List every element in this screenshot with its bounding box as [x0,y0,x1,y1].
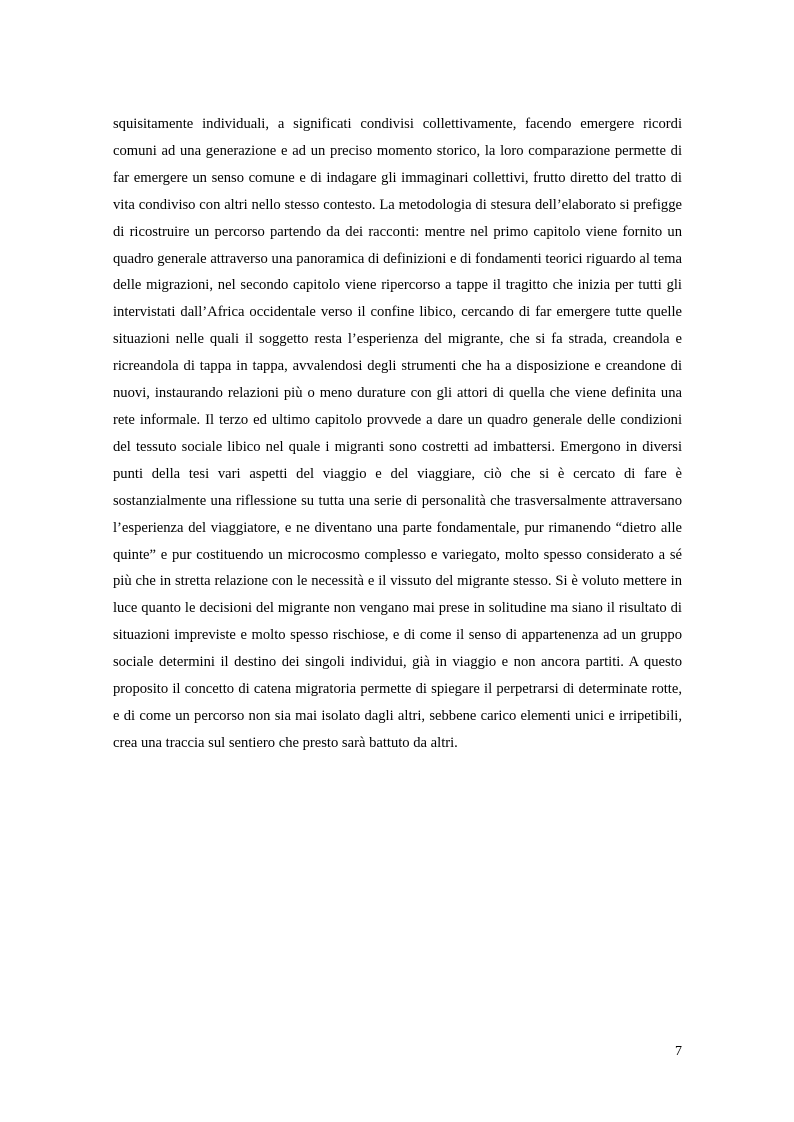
page-number: 7 [675,1044,682,1059]
body-paragraph: squisitamente individuali, a significati condivisi collettivamente, facendo emergere ricordi comuni ad una generazione e ad un preciso momento storico, la loro comparazione permette di far emergere un senso comune e di indagare gli immaginari collettivi, frutto diretto del tratto di vita condiviso con altri nello stesso contesto. La metodologia di stesura dell’elaborato si prefigge di ricostruire un percorso partendo da dei racconti: mentre nel primo capitolo viene fornito un quadro generale attraverso una panoramica di definizioni e di fondamenti teorici riguardo al tema delle migrazioni, nel secondo capitolo viene ripercorso a tappe il tragitto che inizia per tutti gli intervistati dall’Africa occidentale verso il confine libico, cercando di far emergere tutte quelle situazioni nelle quali il soggetto resta l’esperienza del migrante, che si fa strada, creandola e ricreandola di tappa in tappa, avvalendosi degli strumenti che ha a disposizione e creandone di nuovi, instaurando relazioni più o meno durature con gli attori di quella che viene definita una rete informale. Il terzo ed ultimo capitolo provvede a dare un quadro generale delle condizioni del tessuto sociale libico nel quale i migranti sono costretti ad imbattersi. Emergono in diversi punti della tesi vari aspetti del viaggio e del viaggiare, ciò che si è cercato di fare è sostanzialmente una riflessione su tutta una serie di personalità che trasversalmente attraversano l’esperienza del viaggiatore, e ne diventano una parte fondamentale, pur rimanendo “dietro alle quinte” e pur costituendo un microcosmo complesso e variegato, molto spesso considerato a sé più che in stretta relazione con le necessità e il vissuto del migrante stesso. Si è voluto mettere in luce quanto le decisioni del migrante non vengano mai prese in solitudine ma siano il risultato di situazioni impreviste e molto spesso rischiose, e di come il senso di appartenenza ad un gruppo sociale determini il destino dei singoli individui, già in viaggio e non ancora partiti. A questo proposito il concetto di catena migratoria permette di spiegare il perpetrarsi di determinate rotte, e di come un percorso non sia mai isolato dagli altri, sebbene carico elementi unici e irripetibili, crea una traccia sul sentiero che presto sarà battuto da altri. [113,116,682,751]
